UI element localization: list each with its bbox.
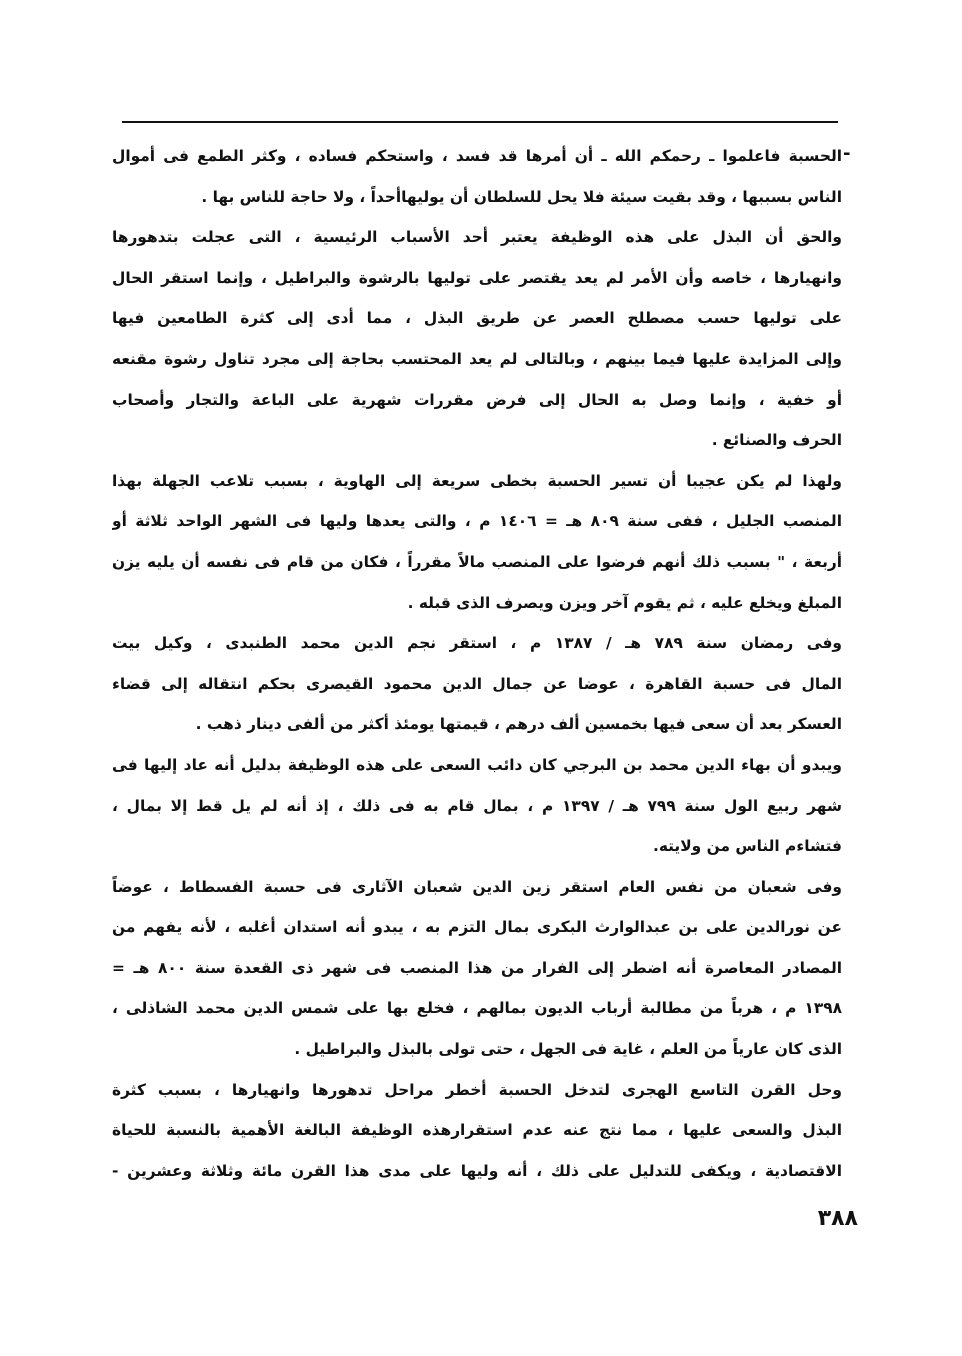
text-line: ويبدو أن بهاء الدين محمد بن البرجي كان دائب السعى على هذه الوظيفة بدليل أنه عاد إليها فى xyxy=(112,755,842,774)
text-line: وانهيارها ، خاصه وأن الأمر لم يعد يقتصر على توليها بالرشوة والبراطيل ، وإنما استقر الحال xyxy=(112,268,842,287)
header-rule xyxy=(122,121,838,123)
continuation-marker: - xyxy=(843,143,851,164)
text-line: وإلى المزايدة عليها فيما بينهم ، وبالتالى لم يعد المحتسب بحاجة إلى مجرد تناول رشوة مقنعه xyxy=(112,349,842,368)
text-line: الذى كان عارياً من العلم ، غاية فى الجهل ، حتى تولى بالبذل والبراطيل . xyxy=(294,1040,842,1059)
text-line: أو خفية ، وإنما وصل به الحال إلى فرض مقررات شهرية على الباعة والتجار وأصحاب xyxy=(112,390,842,409)
text-line: الحسبة فاعلموا ـ رحمكم الله ـ أن أمرها قد فسد ، واستحكم فساده ، وكثر الطمع فى أموال xyxy=(112,147,842,165)
text-line: فتشاءم الناس من ولايته. xyxy=(652,837,842,856)
text-line: المنصب الجليل ، ففى سنة ٨٠٩ هـ = ١٤٠٦ م ، والتى يعدها وليها فى الشهر الواحد ثلاثة أو xyxy=(112,512,842,531)
text-line: البذل والسعى عليها ، مما نتج عنه عدم استقرارهذه الوظيفة البالغة الأهمية بالنسبة للحياة xyxy=(112,1121,842,1140)
text-line: وحل القرن التاسع الهجرى لتدخل الحسبة أخطر مراحل تدهورها وانهيارها ، بسبب كثرة xyxy=(112,1080,842,1099)
text-line: وفى شعبان من نفس العام استقر زين الدين شعبان الآثارى فى حسبة الفسطاط ، عوضاً xyxy=(112,877,842,896)
text-line: ولهذا لم يكن عجيبا أن تسير الحسبة بخطى سريعة إلى الهاوية ، بسبب تلاعب الجهلة بهذا xyxy=(112,471,842,490)
text-line: أربعة ، " بسبب ذلك أنهم فرضوا على المنصب مالاً مقرراً ، فكان من قام فى نفسه أن يليه يزن xyxy=(112,552,842,571)
body-text xyxy=(112,136,842,1191)
text-line: المصادر المعاصرة أنه اضطر إلى الفرار من هذا المنصب فى شهر ذى القعدة سنة ٨٠٠ هـ = xyxy=(112,958,842,977)
text-line: والحق أن البذل على هذه الوظيفة يعتبر أحد الأسباب الرئيسية ، التى عجلت بتدهورها xyxy=(112,228,842,247)
text-line: المبلغ ويخلع عليه ، ثم يقوم آخر ويزن ويصرف الذى قبله . xyxy=(407,593,842,612)
text-line: شهر ربيع الول سنة ٧٩٩ هـ / ١٣٩٧ م ، بمال قام به فى ذلك ، إذ أنه لم يل قط إلا بمال ، xyxy=(112,796,842,815)
text-line: ١٣٩٨ م ، هرباً من مطالبة أرباب الديون بمالهم ، فخلع بها على شمس الدين محمد الشاذلى ، xyxy=(112,999,842,1018)
text-line: وفى رمضان سنة ٧٨٩ هـ / ١٣٨٧ م ، استقر نجم الدين محمد الطنبدى ، وكيل بيت xyxy=(112,634,842,653)
text-line: العسكر بعد أن سعى فيها بخمسين ألف درهم ، قيمتها يومئذ أكثر من ألفى دينار ذهب . xyxy=(195,715,842,734)
text-line: الناس بسببها ، وقد بقيت سيئة فلا يحل للسلطان أن يوليهاأحداً ، ولا حاجة للناس بها . xyxy=(201,187,842,206)
text-line: على توليها حسب مصطلح العصر عن طريق البذل ، مما أدى إلى كثرة الطامعين فيها xyxy=(112,309,842,328)
text-line: عن نورالدين على بن عبدالوارث البكرى بمال التزم به ، يبدو أنه استدان أغلبه ، لأنه يفهم من xyxy=(112,918,842,937)
text-line: الحرف والصنائع . xyxy=(711,431,842,450)
text-line: المال فى حسبة القاهرة ، عوضا عن جمال الدين محمود القيصرى بحكم انتقاله إلى قضاء xyxy=(112,674,842,693)
text-line: الاقتصادية ، ويكفى للتدليل على ذلك ، أنه وليها على مدى هذا القرن مائة وثلاثة وعشرين - xyxy=(112,1161,842,1180)
page-number: ٣٨٨ xyxy=(817,1206,858,1231)
